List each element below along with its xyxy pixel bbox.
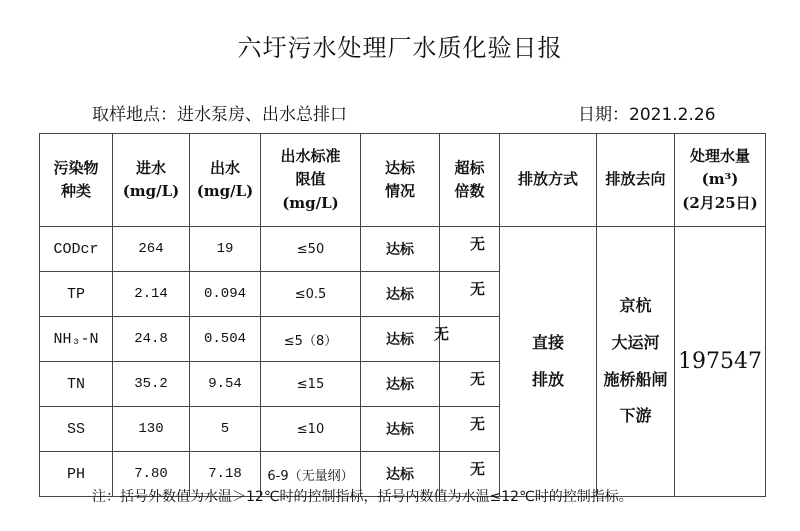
discharge-method: 直接 排放 [500, 227, 597, 497]
status-value: 达标 [361, 272, 440, 317]
exceed-value: 无 [440, 407, 500, 452]
exceed-value: 无 [440, 452, 500, 497]
limit-value: ≤15 [261, 362, 361, 407]
header-outflow: 出水 (mg/L) [190, 134, 261, 227]
status-value: 达标 [361, 452, 440, 497]
header-destination: 排放去向 [597, 134, 675, 227]
status-value: 达标 [361, 317, 440, 362]
limit-value: ≤10 [261, 407, 361, 452]
pollutant-name: NH₃-N [40, 317, 113, 362]
exceed-value: 无 [440, 362, 500, 407]
exceed-value: 无 [440, 272, 500, 317]
header-row [40, 134, 766, 227]
header-pollutant: 污染物 种类 [40, 134, 113, 227]
pollutant-name: CODcr [40, 227, 113, 272]
inflow-value: 130 [113, 407, 190, 452]
footnote: 注：括号外数值为水温＞12℃时的控制指标，括号内数值为水温≤12℃时的控制指标。 [92, 489, 633, 505]
sampling-location: 取样地点：进水泵房、出水总排口 [92, 105, 347, 125]
limit-value: 6-9（无量纲） [261, 452, 361, 497]
water-quality-table [39, 133, 766, 497]
inflow-value: 7.80 [113, 452, 190, 497]
outflow-value: 9.54 [190, 362, 261, 407]
header-volume: 处理水量 (m³) (2月25日) [675, 134, 766, 227]
exceed-value: 无 [440, 227, 500, 272]
inflow-value: 2.14 [113, 272, 190, 317]
inflow-value: 24.8 [113, 317, 190, 362]
header-inflow: 进水 (mg/L) [113, 134, 190, 227]
outflow-value: 19 [190, 227, 261, 272]
outflow-value: 7.18 [190, 452, 261, 497]
header-limit: 出水标准 限值 (mg/L) [261, 134, 361, 227]
table-row [40, 227, 766, 272]
pollutant-name: TP [40, 272, 113, 317]
limit-value: ≤5（8） [261, 317, 361, 362]
header-status: 达标 情况 [361, 134, 440, 227]
report-title: 六圩污水处理厂水质化验日报 [237, 34, 563, 62]
header-exceed: 超标 倍数 [440, 134, 500, 227]
pollutant-name: SS [40, 407, 113, 452]
outflow-value: 0.094 [190, 272, 261, 317]
inflow-value: 35.2 [113, 362, 190, 407]
inflow-value: 264 [113, 227, 190, 272]
limit-value: ≤50 [261, 227, 361, 272]
status-value: 达标 [361, 362, 440, 407]
header-method: 排放方式 [500, 134, 597, 227]
status-value: 达标 [361, 227, 440, 272]
limit-value: ≤0.5 [261, 272, 361, 317]
pollutant-name: TN [40, 362, 113, 407]
outflow-value: 0.504 [190, 317, 261, 362]
pollutant-name: PH [40, 452, 113, 497]
exceed-value: 无 [440, 317, 500, 362]
treated-volume: 197547 [675, 227, 766, 497]
discharge-destination: 京杭 大运河 施桥船闸 下游 [597, 227, 675, 497]
status-value: 达标 [361, 407, 440, 452]
report-date: 日期：2021.2.26 [578, 105, 716, 125]
outflow-value: 5 [190, 407, 261, 452]
